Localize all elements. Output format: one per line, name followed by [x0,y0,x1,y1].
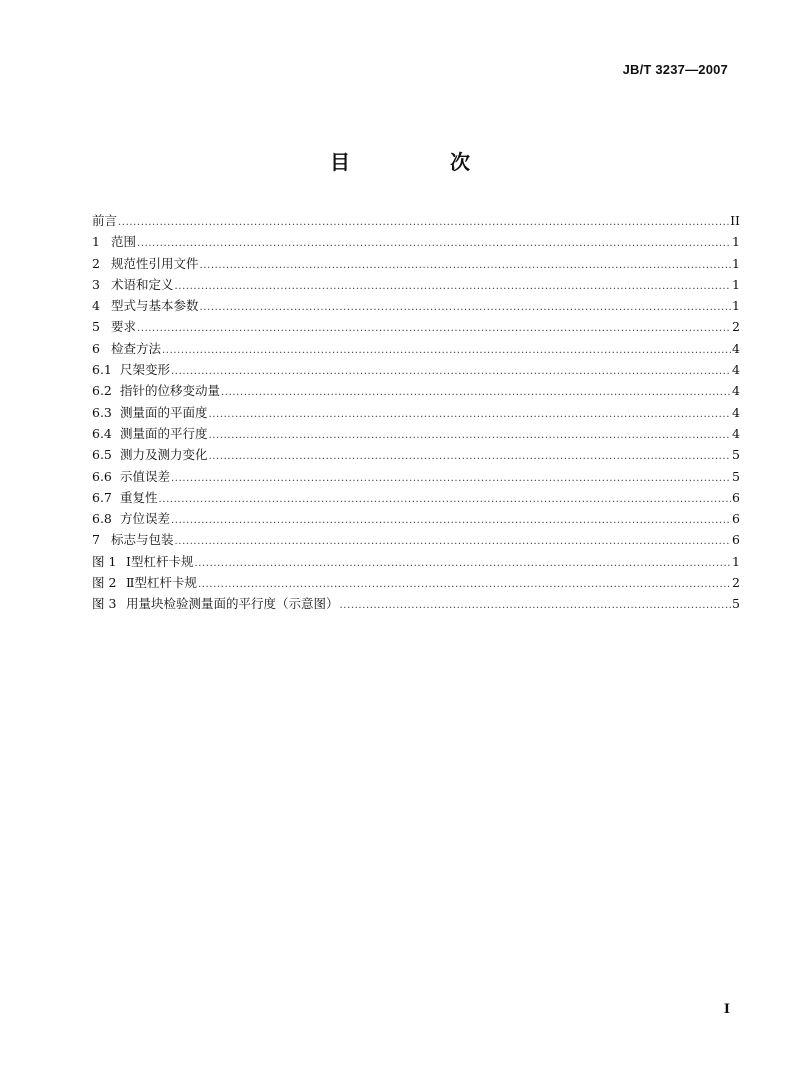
toc-entry[interactable] [92,402,740,423]
toc-entry-number: 6.3 [92,404,112,420]
toc-entry-page: 5 [732,447,740,463]
toc-entry-label: 尺架变形 [120,362,171,378]
toc-dot-leader [175,531,732,552]
document-code: JB/T 3237—2007 [622,62,728,77]
toc-entry[interactable] [92,253,740,274]
toc-entry-page: 2 [732,319,740,335]
toc-dot-leader [118,212,729,233]
toc-entry[interactable] [92,444,740,465]
toc-entry-page: 6 [732,511,740,527]
toc-entry-number: 1 [92,234,100,250]
toc-entry-label: 型式与基本参数 [111,298,199,314]
toc-entry-label: 检查方法 [111,340,162,356]
toc-entry[interactable] [92,508,740,529]
toc-entry-page: 4 [732,425,740,441]
toc-entry-number: 6.5 [92,447,112,463]
toc-entry[interactable] [92,274,740,295]
toc-dot-leader [221,382,731,403]
toc-entry-number: 5 [92,319,100,335]
toc-dot-leader [137,318,731,339]
toc-dot-leader [209,446,732,467]
toc-entry[interactable] [92,593,740,614]
toc-entry-number: 6 [92,340,100,356]
toc-entry-label: 指针的位移变动量 [120,383,221,399]
toc-entry[interactable] [92,359,740,380]
page-title: 目 次 [330,150,510,174]
toc-entry-page: 6 [732,489,740,505]
toc-dot-leader [175,276,732,297]
toc-entry-page: 2 [732,575,740,591]
toc-entry[interactable] [92,231,740,252]
toc-entry[interactable] [92,572,740,593]
toc-entry-page: 1 [732,553,740,569]
toc-entry-number: 6.6 [92,468,112,484]
toc-entry-label: Ⅱ型杠杆卡规 [126,575,197,591]
toc-dot-leader [209,425,732,446]
toc-entry-label: 术语和定义 [111,276,174,292]
toc-entry[interactable] [92,338,740,359]
toc-entry[interactable] [92,551,740,572]
toc-entry-page: 5 [732,596,740,612]
toc-entry-number: 3 [92,276,100,292]
toc-dot-leader [209,404,732,425]
toc-entry-label: 范围 [111,234,137,250]
toc-entry-page: 6 [732,532,740,548]
toc-entry-number: 6.1 [92,362,112,378]
toc-entry-page: 1 [732,255,740,271]
toc-entry-label: 示值误差 [120,468,171,484]
toc-entry[interactable] [92,466,740,487]
table-of-contents [92,210,740,615]
toc-entry-page: 5 [732,468,740,484]
toc-entry-page: II [730,213,740,228]
toc-entry-page: 1 [732,234,740,250]
toc-entry[interactable] [92,529,740,550]
toc-entry-number: 6.4 [92,425,112,441]
toc-dot-leader [137,233,731,254]
toc-entry-number: 7 [92,532,100,548]
toc-entry-label: 测力及测力变化 [120,447,208,463]
toc-dot-leader [340,595,732,616]
toc-dot-leader [200,297,732,318]
page-number: I [723,1002,730,1017]
toc-entry-page: 4 [732,362,740,378]
toc-entry[interactable] [92,210,740,231]
toc-entry-number: 6.2 [92,383,112,399]
toc-entry-label: 方位误差 [120,511,171,527]
toc-entry-page: 4 [732,340,740,356]
toc-entry-label: 规范性引用文件 [111,255,199,271]
toc-dot-leader [159,489,732,510]
toc-entry[interactable] [92,423,740,444]
toc-dot-leader [171,468,731,489]
toc-entry-label: 前言 [92,213,118,228]
toc-entry-page: 1 [732,298,740,314]
toc-entry-number: 4 [92,298,100,314]
toc-entry-label: 测量面的平行度 [120,425,208,441]
toc-dot-leader [171,361,731,382]
toc-entry-label: 用量块检验测量面的平行度（示意图） [126,596,339,612]
toc-entry[interactable] [92,487,740,508]
toc-entry-page: 4 [732,383,740,399]
toc-entry-page: 1 [732,276,740,292]
toc-entry[interactable] [92,316,740,337]
toc-entry-page: 4 [732,404,740,420]
toc-entry-number: 图 2 [92,575,117,591]
toc-entry-number: 6.7 [92,489,112,505]
toc-dot-leader [198,574,731,595]
toc-dot-leader [194,553,731,574]
toc-dot-leader [200,255,732,276]
toc-entry-label: 重复性 [120,489,158,505]
toc-entry-number: 6.8 [92,511,112,527]
toc-entry-label: 要求 [111,319,137,335]
toc-entry-number: 2 [92,255,100,271]
toc-entry[interactable] [92,295,740,316]
toc-entry-number: 图 3 [92,596,117,612]
toc-dot-leader [162,340,731,361]
toc-entry-label: 测量面的平面度 [120,404,208,420]
toc-dot-leader [171,510,731,531]
toc-entry-label: 标志与包装 [111,532,174,548]
toc-entry-number: 图 1 [92,553,117,569]
toc-entry[interactable] [92,380,740,401]
toc-entry-label: Ⅰ型杠杆卡规 [126,553,194,569]
